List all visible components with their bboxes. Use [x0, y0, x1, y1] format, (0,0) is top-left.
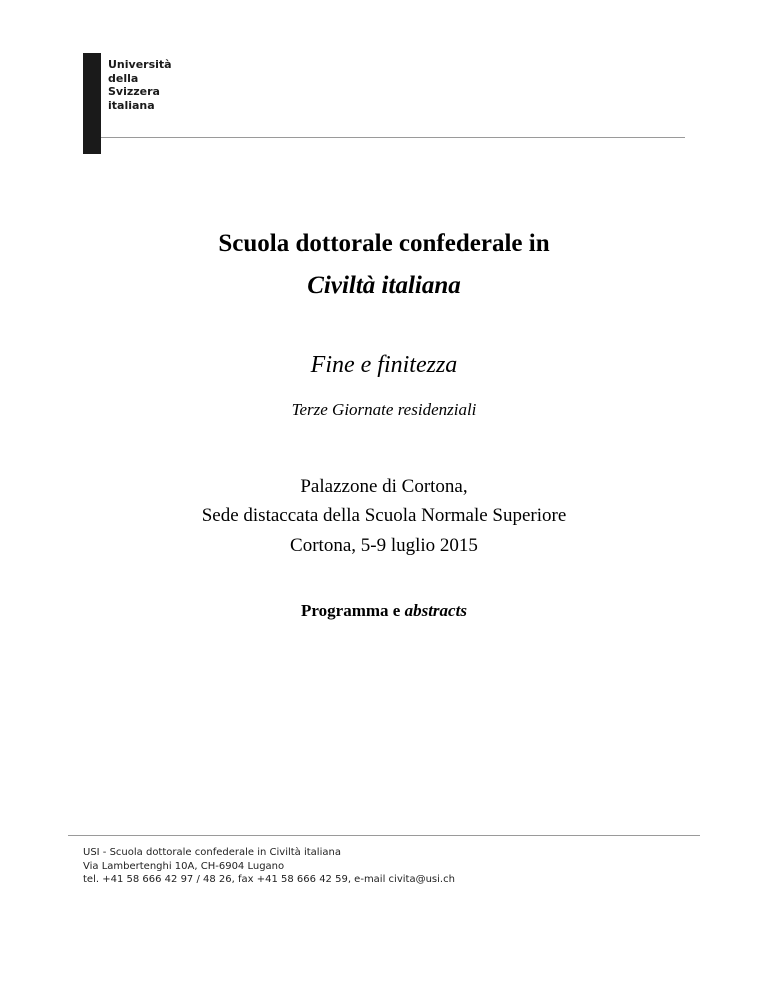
venue-line2: Sede distaccata della Scuola Normale Superiore — [201, 505, 567, 526]
footer-divider — [68, 835, 700, 836]
logo-line: italiana — [108, 98, 155, 112]
logo-line: Università — [108, 58, 172, 71]
footer-address: Via Lambertenghi 10A, CH-6904 Lugano — [83, 860, 285, 872]
header-divider — [101, 137, 685, 138]
footer-contact — [83, 846, 455, 887]
venue-line1: Palazzone di Cortona, — [300, 476, 468, 497]
program-heading-italic: abstracts — [404, 601, 467, 620]
document-subtitle: Fine e finitezza — [310, 352, 458, 378]
logo-bar — [83, 53, 101, 154]
event-name: Terze Giornate residenziali — [291, 400, 477, 419]
program-heading-text: Programma e — [301, 601, 405, 620]
logo-line: della — [108, 71, 139, 85]
footer-line: USI - Scuola dottorale confederale in Civiltà italiana — [83, 847, 341, 858]
venue-dates: Cortona, 5-9 luglio 2015 — [290, 535, 478, 556]
document-title-line1: Scuola dottorale confederale in — [218, 230, 550, 257]
document-title-line2: Civiltà italiana — [307, 272, 461, 299]
footer-contacts: tel. +41 58 666 42 97 / 48 26, fax +41 58 666 42 59, e-mail civita@usi.ch — [83, 874, 455, 885]
logo-line: Svizzera — [108, 85, 160, 98]
university-logo-text — [108, 58, 172, 112]
program-heading — [0, 601, 768, 621]
